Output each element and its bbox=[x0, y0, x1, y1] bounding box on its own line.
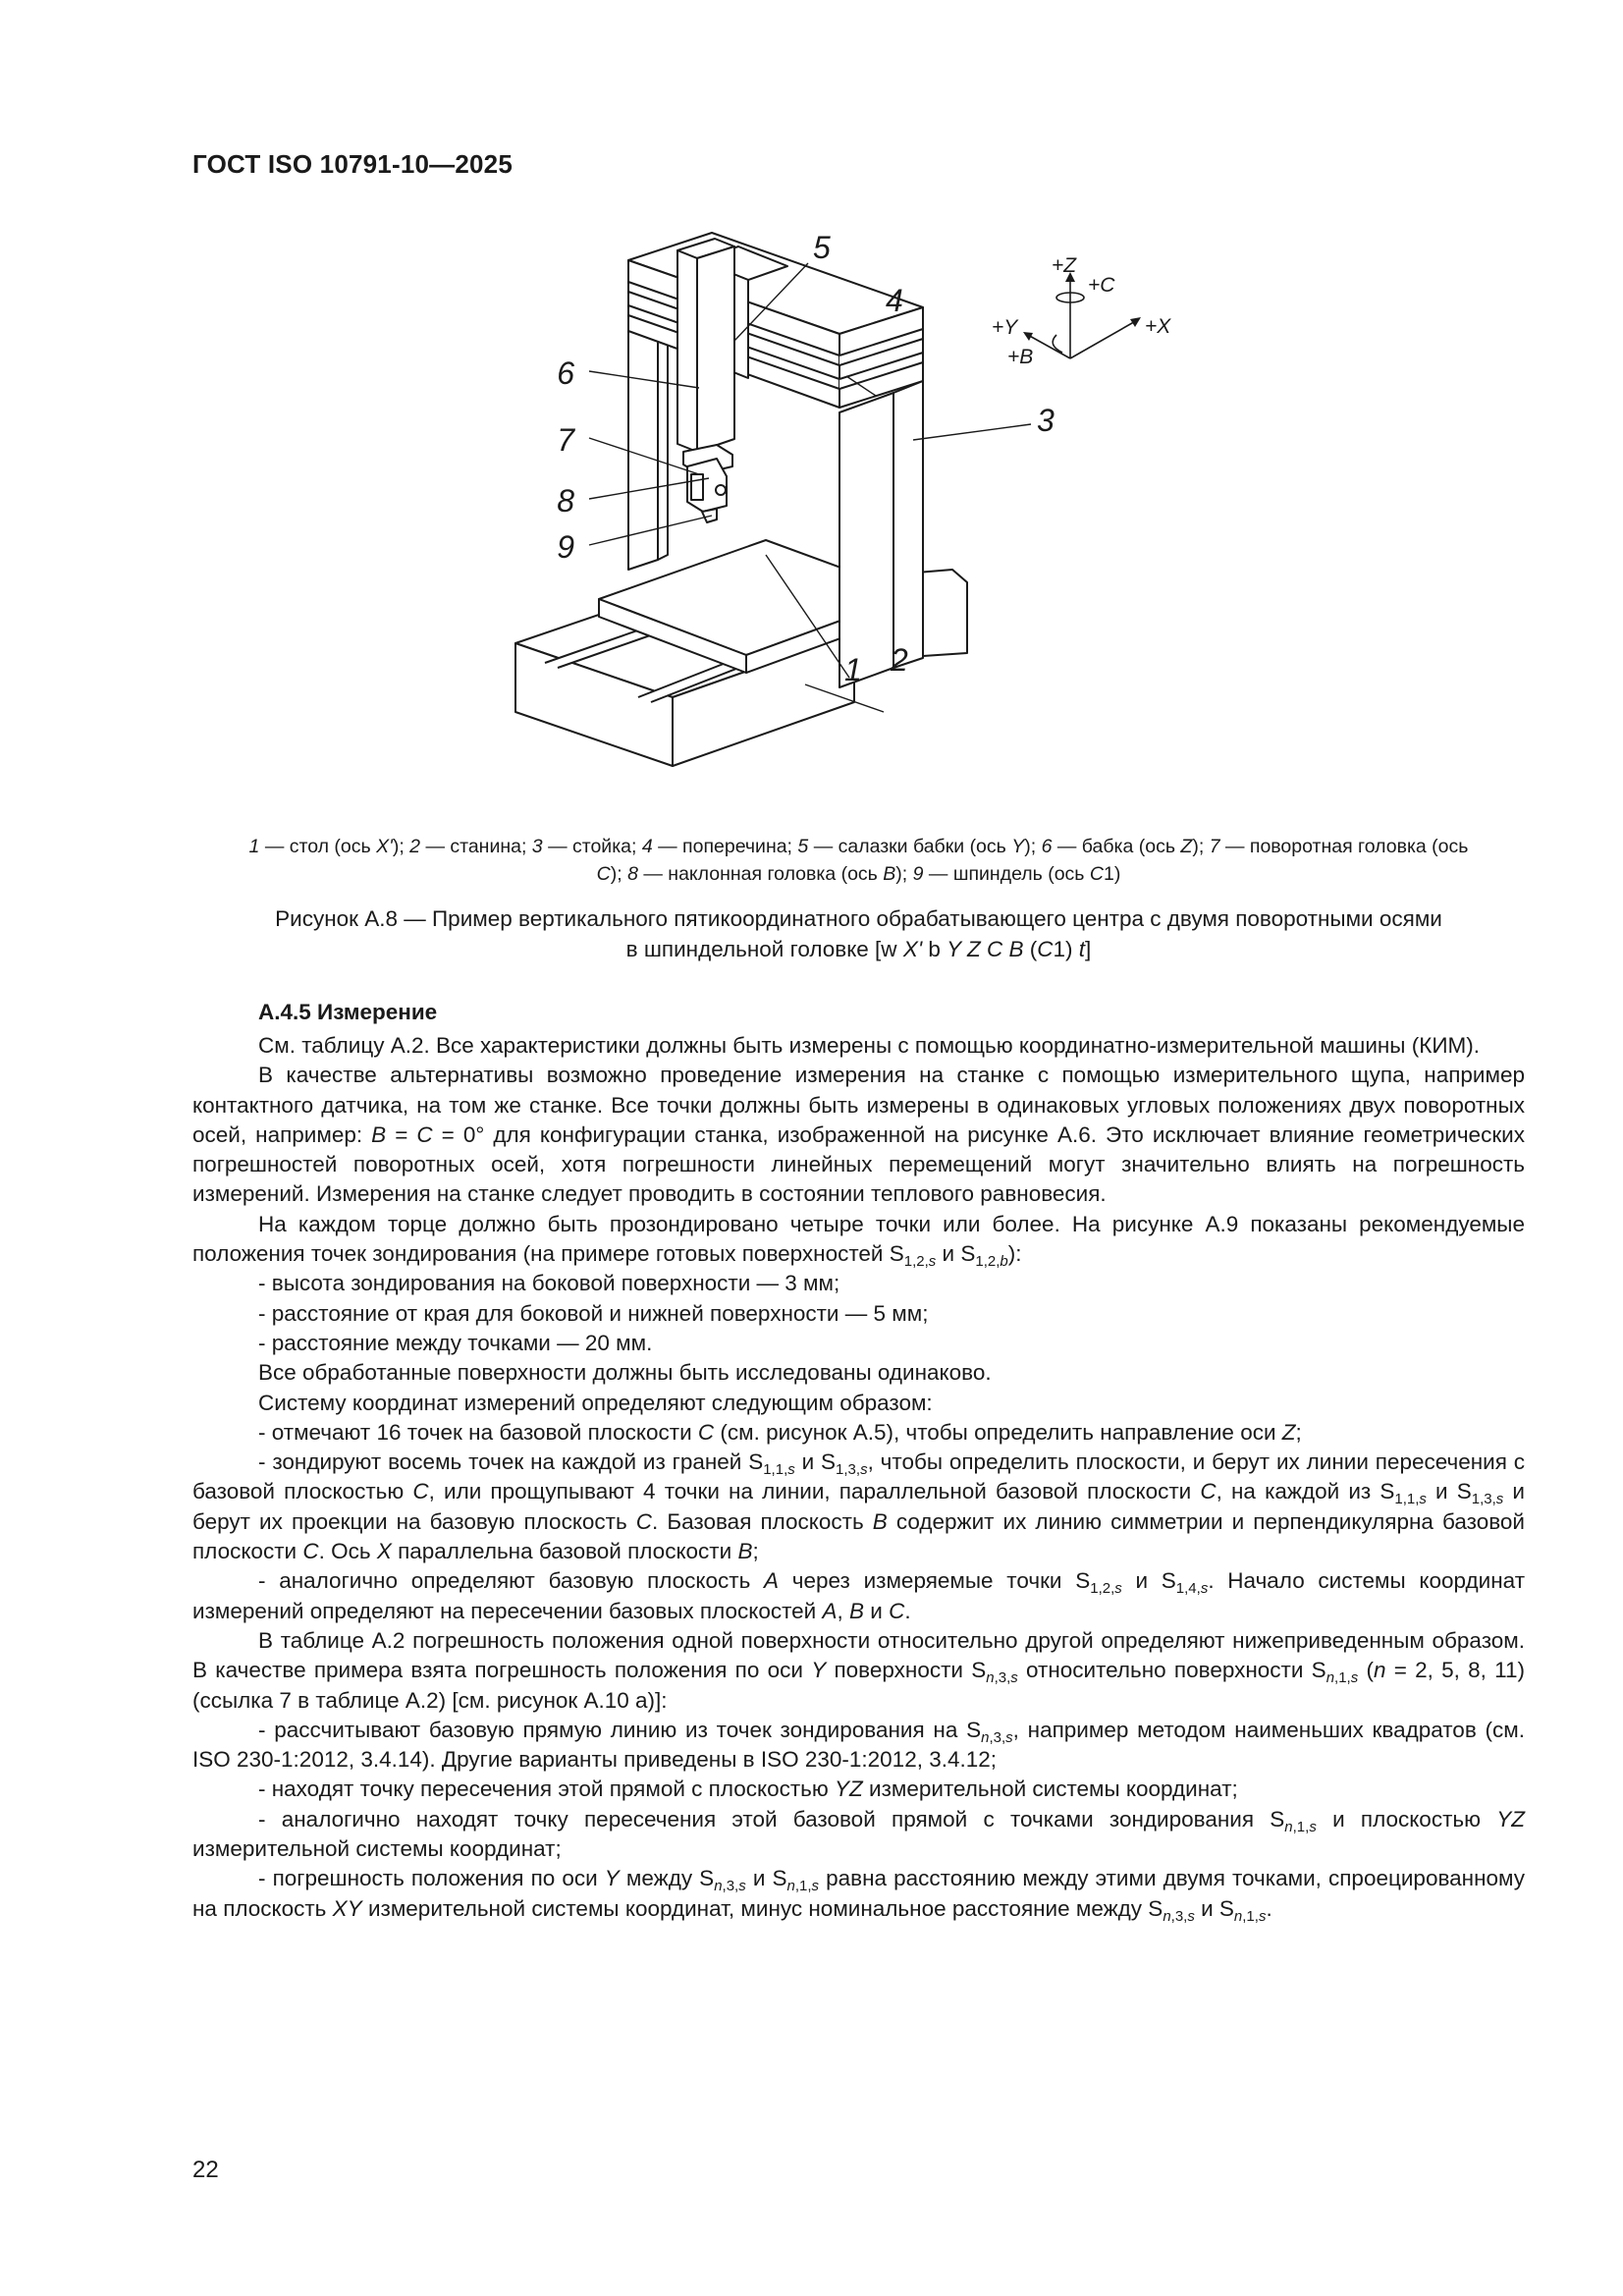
bullet-7 bbox=[192, 1716, 1525, 1776]
paragraph-1: См. таблицу А.2. Все характеристики должны быть измерены с помощью координатно-измерительной машины (КИМ). bbox=[258, 1033, 1480, 1058]
axis-c-label: +C bbox=[1088, 274, 1115, 297]
legend-text-5: — салазки бабки (ось bbox=[813, 836, 1012, 857]
right-column-side bbox=[839, 393, 893, 687]
caption-end: ] bbox=[1085, 937, 1092, 961]
legend-axis-z: Z bbox=[1180, 836, 1193, 857]
figure-legend bbox=[192, 833, 1525, 888]
legend-text-1a: ); bbox=[392, 836, 410, 857]
bullet-1: - высота зондирования на боковой поверхности — 3 мм; bbox=[258, 1271, 840, 1296]
p2-c: = bbox=[386, 1121, 417, 1147]
p2-d: C bbox=[416, 1121, 433, 1147]
p6-sub1 bbox=[986, 1669, 1018, 1686]
legend-text-1: — стол (ось bbox=[264, 836, 377, 857]
b10-s3j: s bbox=[1187, 1907, 1195, 1925]
b5-h: и S bbox=[1426, 1479, 1472, 1504]
b8-b: YZ bbox=[835, 1777, 863, 1802]
b9-sub bbox=[1284, 1819, 1317, 1835]
legend-text-6: — бабка (ось bbox=[1056, 836, 1181, 857]
section-body bbox=[192, 998, 1525, 1924]
b10-h: и S bbox=[1194, 1895, 1234, 1921]
b5-n: C bbox=[302, 1539, 319, 1564]
b8-a: - находят точку пересечения этой прямой с плоскостью bbox=[258, 1777, 836, 1802]
b8-c: измерительной системы координат; bbox=[862, 1777, 1238, 1802]
bullet-4 bbox=[192, 1418, 1525, 1448]
axis-x-label: +X bbox=[1145, 315, 1171, 338]
p6-a: В таблице А.2 погрешность положения одной поверхности относительно другой определяют нижеприведенным образом. В качестве примера взята погрешность положения по оси bbox=[192, 1627, 1525, 1683]
caption-open: ( bbox=[1023, 937, 1038, 961]
p6-s2: ,1, bbox=[1334, 1669, 1351, 1687]
b6-k: . bbox=[904, 1598, 911, 1623]
b6-s2: 1,4, bbox=[1175, 1580, 1201, 1598]
legend-num-7: 7 bbox=[1209, 836, 1220, 857]
b10-i: . bbox=[1266, 1895, 1272, 1921]
legend-text-2: — станина; bbox=[425, 836, 532, 857]
p6-s1i: n bbox=[986, 1669, 995, 1687]
p3-sub2-n: 1,2, bbox=[975, 1253, 1001, 1271]
b10-sub3 bbox=[1163, 1908, 1195, 1925]
b5-s3: 1,1, bbox=[1394, 1491, 1420, 1508]
legend-axis-y: Y bbox=[1011, 836, 1025, 857]
b10-s1j: s bbox=[738, 1878, 746, 1895]
ram-front bbox=[697, 246, 734, 452]
legend-num-2: 2 bbox=[409, 836, 421, 857]
b5-i: и берут их проекции на базовую плоскость bbox=[192, 1479, 1526, 1534]
legend-num-9: 9 bbox=[912, 863, 924, 885]
b5-s1: 1,1, bbox=[763, 1461, 788, 1479]
b9-b: и плоскостью bbox=[1316, 1806, 1497, 1831]
legend-num-1: 1 bbox=[248, 836, 260, 857]
legend-axis-x: X' bbox=[376, 836, 393, 857]
caption-one: 1) bbox=[1053, 937, 1079, 961]
label-4: 4 bbox=[886, 283, 903, 318]
b5-b: и S bbox=[794, 1449, 837, 1475]
p6-s1j: s bbox=[1010, 1669, 1018, 1687]
b7-sub bbox=[981, 1729, 1013, 1746]
b5-k: . Базовая плоскость bbox=[652, 1508, 873, 1534]
b5-q: параллельна базовой плоскости bbox=[391, 1539, 738, 1564]
label-7: 7 bbox=[557, 422, 574, 458]
p3-b: и S bbox=[936, 1241, 976, 1267]
caption-pre: в шпиндельной головке [w bbox=[625, 937, 903, 961]
b10-s4: ,1, bbox=[1242, 1907, 1259, 1925]
p6-g: = 2, 5, 8, 11) (ссылка 7 в таблице А.2) [см. рисунок А.10 а)]: bbox=[192, 1658, 1526, 1713]
b5-sub4 bbox=[1472, 1491, 1504, 1507]
b9-sj: s bbox=[1309, 1818, 1317, 1835]
b6-g: , bbox=[837, 1598, 850, 1623]
b9-d: измерительной системы координат; bbox=[192, 1836, 562, 1862]
caption-c1: C bbox=[1037, 937, 1054, 961]
bullet-8 bbox=[192, 1775, 1525, 1804]
b6-e: . Начало системы координат измерений определяют на пересечении базовых плоскостей bbox=[192, 1568, 1525, 1623]
p2-a: В качестве альтернативы возможно проведение измерения на станке с помощью измерительного щупа, например контактного датчика, на том же станке. Все точки должны быть измерены в одинаковых угловых положениях двух поворотных осей, например: bbox=[192, 1063, 1525, 1147]
b6-a: - аналогично определяют базовую плоскость bbox=[258, 1568, 765, 1594]
b10-s2: ,1, bbox=[794, 1878, 812, 1895]
caption-x: X' bbox=[902, 937, 923, 961]
legend-axis-c1: C bbox=[1089, 863, 1104, 885]
b10-s1i: n bbox=[714, 1878, 723, 1895]
b5-a: - зондируют восемь точек на каждой из граней S bbox=[258, 1449, 764, 1475]
machine-figure bbox=[481, 221, 1227, 800]
figure-caption bbox=[192, 903, 1525, 964]
p6-s1: ,3, bbox=[994, 1669, 1011, 1687]
axis-triad bbox=[1026, 275, 1139, 358]
label-6: 6 bbox=[557, 355, 574, 391]
b10-s2j: s bbox=[811, 1878, 820, 1895]
bullet-9 bbox=[192, 1805, 1525, 1865]
bullet-10 bbox=[192, 1864, 1525, 1924]
p3-sub1-i: s bbox=[928, 1253, 937, 1271]
legend-num-4: 4 bbox=[641, 836, 653, 857]
axis-y-label: +Y bbox=[992, 316, 1018, 339]
b5-l: B bbox=[872, 1508, 888, 1534]
b7-a: - рассчитывают базовую прямую линию из точек зондирования на S bbox=[258, 1717, 982, 1742]
b5-sub2 bbox=[836, 1461, 868, 1478]
b4-b: C bbox=[697, 1419, 715, 1445]
label-2: 2 bbox=[891, 642, 908, 678]
b5-f: C bbox=[1200, 1479, 1217, 1504]
b10-s4i: n bbox=[1233, 1907, 1243, 1925]
b10-sub2 bbox=[787, 1878, 820, 1894]
b5-sub3 bbox=[1394, 1491, 1427, 1507]
b6-s1: 1,2, bbox=[1090, 1580, 1115, 1598]
legend-text-8a: ); bbox=[895, 863, 913, 885]
paragraph-5: Систему координат измерений определяют следующим образом: bbox=[258, 1390, 933, 1415]
caption-line-1: Рисунок А.8 — Пример вертикального пятикоординатного обрабатывающего центра с двумя поворотными осями bbox=[275, 906, 1442, 931]
b7-si: n bbox=[981, 1728, 990, 1746]
page-number: 22 bbox=[192, 2157, 219, 2183]
legend-text-3: — стойка; bbox=[548, 836, 642, 857]
p6-s2j: s bbox=[1350, 1669, 1359, 1687]
b6-j: C bbox=[889, 1598, 905, 1623]
b5-j: C bbox=[635, 1508, 653, 1534]
b6-s1i: s bbox=[1114, 1580, 1122, 1598]
legend-axis-b: B bbox=[883, 863, 896, 885]
p3-sub2-i: b bbox=[1000, 1253, 1008, 1271]
legend-axis-c: C bbox=[596, 863, 611, 885]
bullet-2: - расстояние от края для боковой и нижней поверхности — 5 мм; bbox=[258, 1300, 929, 1326]
b10-f: XY bbox=[332, 1895, 362, 1921]
b6-sub1 bbox=[1090, 1580, 1122, 1597]
b5-sub1 bbox=[763, 1461, 795, 1478]
p6-f: n bbox=[1373, 1658, 1386, 1683]
label-9: 9 bbox=[557, 529, 574, 565]
left-column-side bbox=[658, 319, 668, 560]
b9-a: - аналогично находят точку пересечения этой базовой прямой с точками зондирования S bbox=[258, 1806, 1285, 1831]
bullet-6 bbox=[192, 1566, 1525, 1626]
legend-num-6: 6 bbox=[1041, 836, 1053, 857]
b7-s: ,3, bbox=[989, 1728, 1006, 1746]
p6-b: Y bbox=[811, 1658, 827, 1683]
label-8: 8 bbox=[557, 483, 574, 519]
b5-d: C bbox=[412, 1479, 429, 1504]
bullet-3: - расстояние между точками — 20 мм. bbox=[258, 1330, 653, 1355]
bullet-5 bbox=[192, 1448, 1525, 1566]
b5-s3i: s bbox=[1419, 1491, 1427, 1508]
b6-sub2 bbox=[1176, 1580, 1209, 1597]
legend-num-8: 8 bbox=[627, 863, 638, 885]
p6-d: относительно поверхности S bbox=[1017, 1658, 1326, 1683]
b5-s4: 1,3, bbox=[1471, 1491, 1496, 1508]
caption-yzcb: Y Z C B bbox=[947, 937, 1024, 961]
b10-g: измерительной системы координат, минус номинальное расстояние между S bbox=[361, 1895, 1163, 1921]
paragraph-6 bbox=[192, 1626, 1525, 1716]
legend-num-3: 3 bbox=[531, 836, 543, 857]
b10-s3: ,3, bbox=[1170, 1907, 1188, 1925]
p3-a: На каждом торце должно быть прозондировано четыре точки или более. На рисунке А.9 показаны рекомендуемые положения точек зондирования (на примере готовых поверхностей S bbox=[192, 1211, 1525, 1267]
axis-z-label: +Z bbox=[1052, 254, 1077, 277]
b7-sj: s bbox=[1005, 1728, 1013, 1746]
b5-s2i: s bbox=[860, 1461, 868, 1479]
b5-m: содержит их линию симметрии и перпендикулярна базовой плоскости bbox=[192, 1508, 1525, 1564]
paragraph-3 bbox=[192, 1210, 1525, 1270]
legend-text-6a: ); bbox=[1192, 836, 1210, 857]
b5-r: B bbox=[737, 1539, 753, 1564]
b10-sub1 bbox=[714, 1878, 746, 1894]
b5-s2: 1,3, bbox=[836, 1461, 861, 1479]
legend-num-5: 5 bbox=[797, 836, 809, 857]
p3-sub2 bbox=[975, 1253, 1007, 1270]
p3-sub1 bbox=[904, 1253, 937, 1270]
section-heading: А.4.5 Измерение bbox=[258, 1000, 438, 1024]
paragraph-4: Все обработанные поверхности должны быть исследованы одинаково. bbox=[258, 1360, 992, 1386]
b10-s3i: n bbox=[1163, 1907, 1171, 1925]
b5-o: . Ось bbox=[318, 1539, 377, 1564]
legend-text-7a: ); bbox=[610, 863, 628, 885]
legend-text-8: — наклонная головка (ось bbox=[643, 863, 884, 885]
b5-e: , или прощупывают 4 точки на линии, параллельной базовой плоскости bbox=[428, 1479, 1201, 1504]
ram-side bbox=[677, 250, 697, 452]
b10-s2i: n bbox=[786, 1878, 795, 1895]
paragraph-2 bbox=[192, 1061, 1525, 1209]
b5-c: , чтобы определить плоскости, и берут их линии пересечения с базовой плоскостью bbox=[192, 1449, 1526, 1504]
b6-s2i: s bbox=[1200, 1580, 1209, 1598]
right-column-front bbox=[893, 381, 923, 668]
b10-s4j: s bbox=[1258, 1907, 1267, 1925]
p3-c: ): bbox=[1007, 1241, 1022, 1267]
b10-b: Y bbox=[604, 1866, 620, 1891]
b5-g: , на каждой из S bbox=[1216, 1479, 1395, 1504]
b10-e: равна расстоянию между этими двумя точками, спроецированному на плоскость bbox=[192, 1866, 1526, 1921]
machine-drawing bbox=[481, 221, 1227, 800]
b6-f: A bbox=[822, 1598, 838, 1623]
p6-c: поверхности S bbox=[826, 1658, 987, 1683]
p6-e: ( bbox=[1358, 1658, 1374, 1683]
p2-e: = 0° для конфигурации станка, изображенной на рисунке А.6. Это исключает влияние геометрических погрешностей поворотных осей, хотя погрешности линейных перемещений могут значительно влиять на погрешность измерений. Измерения на станке следует проводить в состоянии теплового равновесия. bbox=[192, 1121, 1525, 1207]
caption-t: t bbox=[1078, 937, 1086, 961]
b6-b: A bbox=[764, 1568, 780, 1594]
b5-s1i: s bbox=[787, 1461, 795, 1479]
p3-sub1-n: 1,2, bbox=[903, 1253, 929, 1271]
b6-c: через измеряемые точки S bbox=[779, 1568, 1091, 1594]
label-3: 3 bbox=[1037, 403, 1055, 438]
b10-d: и S bbox=[745, 1866, 787, 1891]
b9-si: n bbox=[1284, 1818, 1293, 1835]
caption-line-2 bbox=[192, 934, 1525, 964]
b7-b: , например методом наименьших квадратов (см. ISO 230-1:2012, 3.4.14). Другие варианты приведены в ISO 230-1:2012, 3.4.12; bbox=[192, 1717, 1525, 1773]
b9-c: YZ bbox=[1496, 1806, 1525, 1831]
legend-text-9a: 1) bbox=[1103, 863, 1121, 885]
legend-text-5a: ); bbox=[1024, 836, 1042, 857]
document-header: ГОСТ ISO 10791-10—2025 bbox=[192, 149, 513, 179]
b5-s: ; bbox=[752, 1539, 759, 1564]
legend-text-4: — поперечина; bbox=[658, 836, 798, 857]
b4-a: - отмечают 16 точек на базовой плоскости bbox=[258, 1419, 698, 1445]
b10-s1: ,3, bbox=[722, 1878, 739, 1895]
p6-sub2 bbox=[1326, 1669, 1359, 1686]
b6-d: и S bbox=[1121, 1568, 1176, 1594]
b4-e: ; bbox=[1295, 1419, 1302, 1445]
legend-text-9: — шпиндель (ось bbox=[928, 863, 1090, 885]
b10-c: между S bbox=[619, 1866, 715, 1891]
b4-c: (см. рисунок А.5), чтобы определить направление оси bbox=[714, 1419, 1282, 1445]
b10-a: - погрешность положения по оси bbox=[258, 1866, 605, 1891]
label-5: 5 bbox=[813, 230, 831, 265]
b5-s4i: s bbox=[1495, 1491, 1504, 1508]
label-1: 1 bbox=[844, 652, 862, 687]
b5-p: X bbox=[376, 1539, 392, 1564]
b10-sub4 bbox=[1234, 1908, 1267, 1925]
b6-h: B bbox=[849, 1598, 865, 1623]
axis-b-label: +B bbox=[1007, 346, 1034, 368]
p2-b: B bbox=[371, 1121, 387, 1147]
caption-mid: b bbox=[922, 937, 947, 961]
legend-text-7: — поворотная головка (ось bbox=[1224, 836, 1469, 857]
b4-d: Z bbox=[1281, 1419, 1296, 1445]
p6-s2i: n bbox=[1325, 1669, 1335, 1687]
b6-i: и bbox=[864, 1598, 890, 1623]
b9-s: ,1, bbox=[1292, 1818, 1310, 1835]
